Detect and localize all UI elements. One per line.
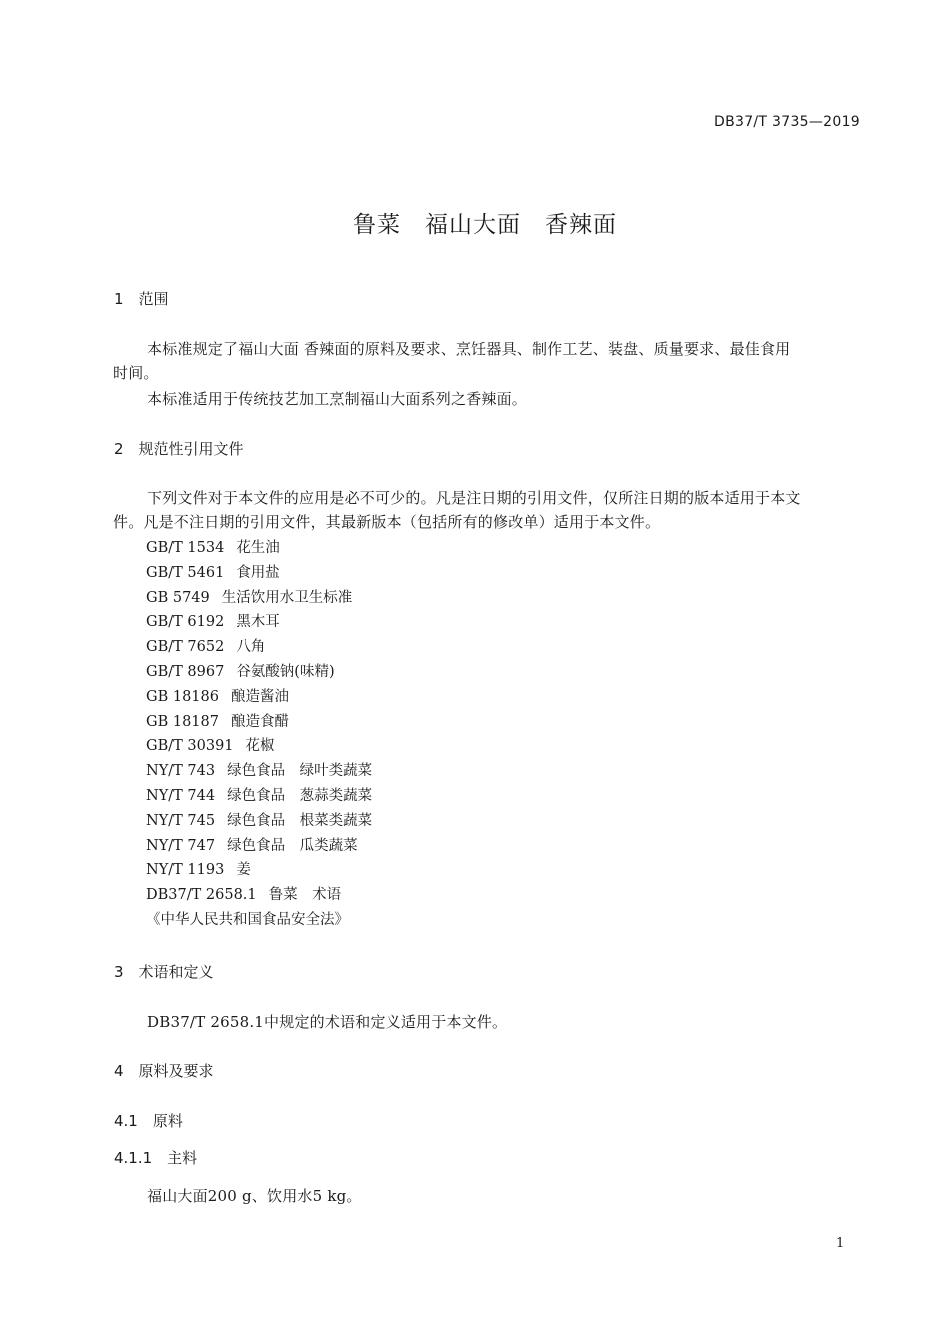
scope-paragraph-line-2: 时间。 <box>113 364 159 382</box>
reference-name: 酿造食醋 <box>230 713 289 730</box>
reference-name: 姜 <box>236 862 251 879</box>
reference-code: GB/T 30391 <box>146 738 234 755</box>
scope-paragraph-2: 本标准适用于传统技艺加工烹制福山大面系列之香辣面。 <box>147 390 528 408</box>
reference-name: 生活饮用水卫生标准 <box>221 589 353 606</box>
reference-code: GB/T 1534 <box>146 540 225 556</box>
reference-code: GB/T 6192 <box>146 614 225 631</box>
reference-item <box>146 710 372 735</box>
normative-intro-line-1: 下列文件对于本文件的应用是必不可少的。凡是注日期的引用文件，仅所注日期的版本适用于本文 <box>147 489 801 507</box>
reference-code: GB/T 7652 <box>146 639 225 656</box>
reference-code: NY/T 747 <box>146 837 216 854</box>
reference-item <box>146 759 372 784</box>
reference-list <box>146 536 372 933</box>
reference-item <box>146 586 372 611</box>
reference-item <box>146 858 372 883</box>
reference-name: 酿造酱油 <box>230 688 289 705</box>
reference-item <box>146 561 372 586</box>
section-heading-scope: 1 范围 <box>114 290 169 308</box>
reference-code: GB 5749 <box>146 589 210 606</box>
reference-name: 鲁菜 术语 <box>268 887 342 904</box>
reference-code: GB/T 5461 <box>146 564 225 581</box>
reference-name: 黑木耳 <box>236 614 280 631</box>
terms-paragraph: DB37/T 2658.1中规定的术语和定义适用于本文件。 <box>147 1013 508 1031</box>
reference-item <box>146 635 372 660</box>
standard-code: DB37/T 3735—2019 <box>714 114 860 130</box>
reference-name: 食用盐 <box>236 564 280 581</box>
normative-intro-line-2: 件。凡是不注日期的引用文件，其最新版本（包括所有的修改单）适用于本文件。 <box>113 513 661 531</box>
reference-item <box>146 610 372 635</box>
reference-item <box>146 809 372 834</box>
reference-code: NY/T 744 <box>146 787 216 804</box>
section-heading-normative-references: 2 规范性引用文件 <box>114 440 244 458</box>
section-heading-terms: 3 术语和定义 <box>114 963 214 981</box>
subsection-heading-raw-materials: 4.1 原料 <box>114 1112 183 1130</box>
reference-item <box>146 834 372 859</box>
reference-item-law <box>146 908 372 933</box>
main-ingredients-paragraph: 福山大面200 g、饮用水5 kg。 <box>147 1187 362 1205</box>
reference-name: 绿色食品 绿叶类蔬菜 <box>227 763 373 780</box>
reference-name: 谷氨酸钠(味精) <box>236 663 335 680</box>
reference-code: NY/T 1193 <box>146 862 225 879</box>
reference-code: GB/T 8967 <box>146 663 225 680</box>
reference-item <box>146 660 372 685</box>
reference-code: GB 18186 <box>146 688 219 705</box>
reference-code: NY/T 743 <box>146 763 216 780</box>
subsection-heading-main-ingredients: 4.1.1 主料 <box>114 1149 198 1167</box>
reference-item <box>146 784 372 809</box>
reference-item <box>146 734 372 759</box>
document-title: 鲁菜 福山大面 香辣面 <box>353 212 617 238</box>
page-number: 1 <box>836 1236 845 1251</box>
reference-name: 花生油 <box>236 540 280 556</box>
reference-code: NY/T 745 <box>146 812 216 829</box>
reference-item <box>146 536 372 561</box>
section-heading-ingredients: 4 原料及要求 <box>114 1062 214 1080</box>
reference-item <box>146 685 372 710</box>
reference-name: 绿色食品 根菜类蔬菜 <box>227 812 373 829</box>
reference-code: GB 18187 <box>146 713 219 730</box>
reference-name: 花椒 <box>245 738 275 755</box>
reference-name: 八角 <box>236 639 266 656</box>
scope-paragraph-line-1: 本标准规定了福山大面 香辣面的原料及要求、烹饪器具、制作工艺、装盘、质量要求、最佳食用 <box>147 340 791 358</box>
reference-name: 绿色食品 葱蒜类蔬菜 <box>227 787 373 804</box>
reference-code: DB37/T 2658.1 <box>146 887 257 904</box>
reference-name: 《中华人民共和国食品安全法》 <box>146 911 349 928</box>
reference-item <box>146 883 372 908</box>
reference-name: 绿色食品 瓜类蔬菜 <box>227 837 358 854</box>
